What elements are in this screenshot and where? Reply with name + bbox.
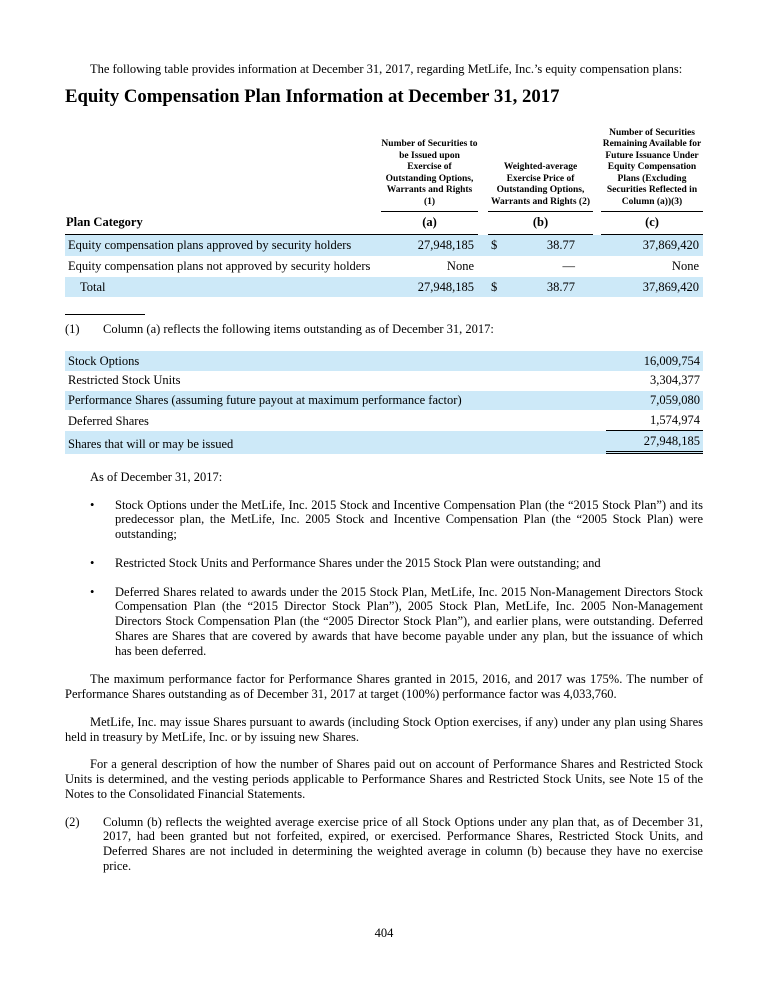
- column-gap: [478, 256, 488, 277]
- page-number: 404: [374, 926, 394, 941]
- plan-category-header: Plan Category: [65, 212, 381, 235]
- item-value: 1,574,974: [606, 410, 703, 431]
- value-c: None: [671, 258, 699, 273]
- item-value: 7,059,080: [650, 393, 700, 408]
- column-gap: [478, 128, 488, 212]
- bullet-item: [90, 556, 703, 571]
- bullet-marker: •: [90, 555, 95, 570]
- footnote-label: (2): [65, 814, 80, 829]
- footnote-text: Column (b) reflects the weighted average exercise price of all Stock Options under any plan that, as of December 31, 2017, had been granted but not forfeited, expired, or exercised. Performance Shares, Restricted Stock Units, and Deferred Shares are not included in determining the weighted average in column (b) because they have no exercise price.: [103, 814, 703, 873]
- currency-symbol: $: [491, 238, 498, 253]
- section-heading: Equity Compensation Plan Information at December 31, 2017: [65, 85, 560, 107]
- row-category: Equity compensation plans approved by security holders: [65, 235, 381, 256]
- list-item-total: [65, 431, 703, 454]
- value-b-amount: 38.77: [546, 238, 575, 253]
- column-header-a: Number of Securities to be Issued upon Exercise of Outstanding Options, Warrants and Rights (1): [381, 128, 478, 212]
- table-row: [65, 235, 703, 256]
- column-gap: [478, 235, 488, 256]
- item-value: 16,009,754: [643, 353, 700, 368]
- footnote-1: [65, 322, 703, 337]
- currency-value-pair: [488, 238, 589, 253]
- value-c: 37,869,420: [601, 235, 703, 256]
- column-gap: [478, 277, 488, 298]
- item-label: Shares that will or may be issued: [68, 436, 234, 451]
- column-gap: [593, 212, 601, 235]
- bullet-item: [90, 585, 703, 659]
- table-row: [65, 256, 703, 277]
- value-b: [488, 277, 593, 298]
- item-label: Performance Shares (assuming future payout at maximum performance factor): [68, 393, 462, 408]
- column-letter-a: (a): [381, 212, 478, 235]
- value-a: None: [446, 258, 474, 273]
- body-paragraph: MetLife, Inc. may issue Shares pursuant to awards (including Stock Option exercises, if any) under any plan using Shares held in treasury by MetLife, Inc. or by issuing new Shares.: [65, 714, 703, 744]
- table-row-total: [65, 277, 703, 298]
- bullet-text: Deferred Shares related to awards under the 2015 Stock Plan, MetLife, Inc. 2015 Non-Management Directors Stock Compensation Plan (the “2015 Director Stock Plan”), 2005 Stock Plan, MetLife, Inc. 2005 Non-Management Directors Stock Compensation Plan (the “2005 Director Stock Plan”), and earlier plans, were outstanding. Deferred Shares are Shares that are covered by awards that have become payable under any plan, but the issuance of which has been deferred.: [115, 584, 703, 658]
- item-value: 27,948,185: [606, 431, 703, 454]
- list-item: [65, 351, 703, 371]
- column-gap: [593, 128, 601, 212]
- bullet-marker: •: [90, 497, 95, 512]
- item-label: Deferred Shares: [68, 413, 149, 428]
- value-b: [488, 235, 593, 256]
- value-b-amount: 38.77: [546, 279, 575, 294]
- as-of-line: As of December 31, 2017:: [90, 469, 223, 484]
- column-gap: [593, 277, 601, 298]
- footnote-text: Column (a) reflects the following items outstanding as of December 31, 2017:: [103, 322, 494, 337]
- column-header-b: Weighted-average Exercise Price of Outstanding Options, Warrants and Rights (2): [488, 128, 593, 212]
- currency-value-pair: [488, 259, 589, 274]
- column-gap: [478, 212, 488, 235]
- equity-plans-table: [65, 128, 703, 298]
- column-header-c: Number of Securities Remaining Available for Future Issuance Under Equity Compensation Plans (Excluding Securities Reflected in Column (a))(3): [601, 128, 703, 212]
- column-a-items-table: [65, 351, 703, 454]
- intro-paragraph: The following table provides information at December 31, 2017, regarding MetLife, Inc.’s equity compensation plans:: [90, 62, 683, 76]
- body-paragraph: For a general description of how the number of Shares paid out on account of Performance Shares and Restricted Stock Units is determined, and the vesting periods applicable to Performance Shares and Restricted Stock Units, see Note 15 of the Notes to the Consolidated Financial Statements.: [65, 757, 703, 801]
- value-c: 37,869,420: [601, 277, 703, 298]
- value-b-amount: —: [562, 258, 575, 273]
- value-a: 27,948,185: [381, 235, 478, 256]
- table-letter-row: [65, 212, 703, 235]
- footnote-divider: [65, 314, 145, 315]
- value-a: 27,948,185: [381, 277, 478, 298]
- item-label: Stock Options: [68, 353, 140, 368]
- bullet-marker: •: [90, 584, 95, 599]
- list-item: [65, 371, 703, 391]
- list-item: [65, 410, 703, 431]
- body-paragraph: The maximum performance factor for Performance Shares granted in 2015, 2016, and 2017 was 175%. The number of Performance Shares outstanding as of December 31, 2017 at target (100%) performance factor was 4,033,760.: [65, 672, 703, 702]
- footnote-2: [65, 815, 703, 874]
- item-value: 3,304,377: [650, 373, 700, 388]
- column-gap: [593, 235, 601, 256]
- column-letter-b: (b): [488, 212, 593, 235]
- column-gap: [593, 256, 601, 277]
- item-label: Restricted Stock Units: [68, 373, 181, 388]
- bullet-text: Restricted Stock Units and Performance Shares under the 2015 Stock Plan were outstanding; and: [115, 555, 601, 570]
- table-header-row: [65, 128, 703, 212]
- footnote-label: (1): [65, 322, 80, 337]
- row-category: Equity compensation plans not approved by security holders: [68, 258, 371, 273]
- header-spacer: [65, 128, 381, 212]
- value-b: [488, 256, 593, 277]
- currency-value-pair: [488, 280, 589, 295]
- column-letter-c: (c): [601, 212, 703, 235]
- currency-symbol: $: [491, 279, 498, 294]
- row-category: Total: [65, 277, 381, 298]
- bullet-item: [90, 498, 703, 542]
- list-item: [65, 391, 703, 411]
- bullet-text: Stock Options under the MetLife, Inc. 2015 Stock and Incentive Compensation Plan (the “2015 Stock Plan”) and its predecessor plan, the MetLife, Inc. 2005 Stock and Incentive Compensation Plan (the “2005 Stock Plan) were outstanding;: [115, 497, 703, 542]
- bullet-list: [90, 498, 703, 659]
